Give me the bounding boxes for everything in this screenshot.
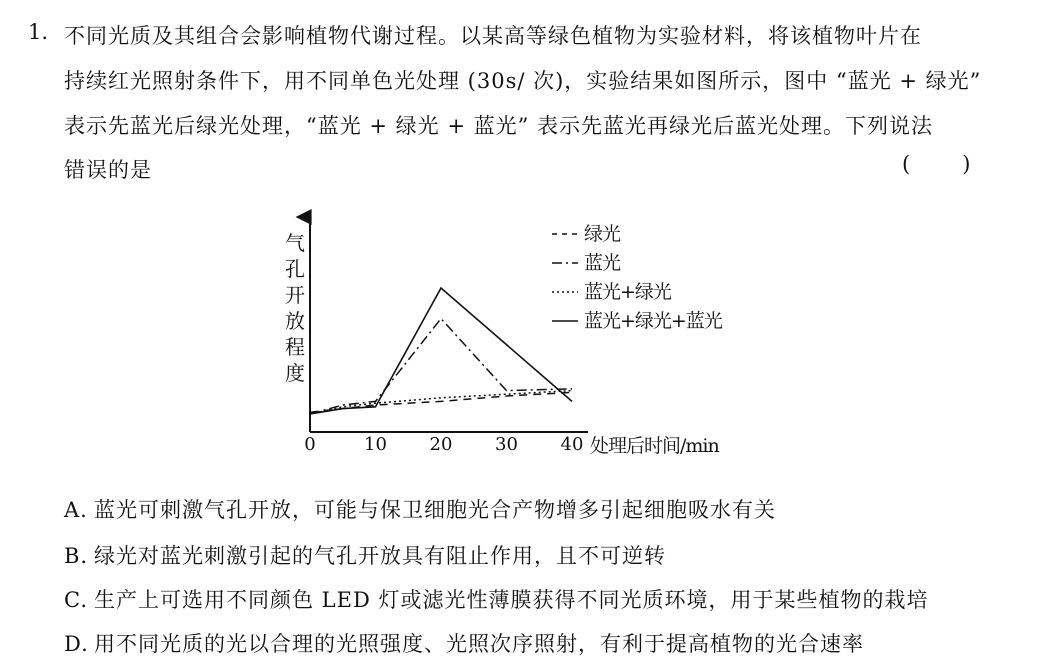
legend	[552, 223, 723, 332]
y-axis-label-char: 程	[285, 335, 305, 359]
series-line-2	[310, 319, 572, 414]
series-line-3	[310, 391, 572, 414]
option-d-letter: D.	[64, 632, 89, 656]
x-tick-label: 0	[304, 434, 316, 455]
y-axis-label-char: 度	[285, 361, 305, 385]
x-tick-label: 20	[429, 434, 453, 455]
series-lines	[310, 288, 572, 414]
option-d[interactable]	[64, 628, 864, 658]
y-axis-label-char: 孔	[285, 257, 305, 281]
option-b-text: 绿光对蓝光刺激引起的气孔开放具有阻止作用，且不可逆转	[94, 544, 666, 568]
legend-label-3: 蓝光+绿光	[584, 281, 671, 303]
x-tick-labels	[304, 434, 583, 455]
answer-bracket: ( )	[902, 152, 971, 176]
y-axis-label	[285, 231, 305, 385]
option-c-letter: C.	[64, 588, 88, 612]
option-b[interactable]	[64, 540, 666, 570]
y-axis-label-char: 气	[285, 231, 305, 255]
question-line-4: 错误的是	[64, 158, 152, 182]
x-axis-label: 处理后时间/min	[590, 435, 719, 457]
x-tick-label: 30	[495, 434, 518, 455]
series-line-4	[310, 288, 572, 414]
option-a-text: 蓝光可刺激气孔开放，可能与保卫细胞光合产物增多引起细胞吸水有关	[94, 498, 776, 522]
option-c-text: 生产上可选用不同颜色 LED 灯或滤光性薄膜获得不同光质环境，用于某些植物的栽培	[94, 588, 929, 612]
x-tick-label: 40	[560, 434, 584, 455]
option-a-letter: A.	[64, 498, 88, 522]
option-b-letter: B.	[64, 544, 89, 568]
y-axis-label-char: 开	[285, 283, 305, 307]
y-axis-label-char: 放	[285, 309, 305, 333]
legend-label-2: 蓝光	[584, 252, 621, 274]
question-line-2: 持续红光照射条件下，用不同单色光处理 (30s/ 次)，实验结果如图所示，图中 “蓝光 + 绿光”	[64, 69, 982, 93]
option-c[interactable]	[64, 584, 928, 614]
option-d-text: 用不同光质的光以合理的光照强度、光照次序照射，有利于提高植物的光合速率	[94, 632, 864, 656]
question-line-3: 表示先蓝光后绿光处理，“蓝光 + 绿光 + 蓝光” 表示先蓝光再绿光后蓝光处理。下列说法	[64, 114, 934, 138]
option-a[interactable]	[64, 494, 776, 524]
x-tick-label: 10	[364, 434, 387, 455]
question-line-1: 不同光质及其组合会影响植物代谢过程。以某高等绿色植物为实验材料，将该植物叶片在	[64, 24, 922, 48]
series-line-1	[310, 392, 572, 412]
legend-label-1: 绿光	[584, 223, 621, 245]
question-number: 1.	[28, 20, 49, 44]
legend-label-4: 蓝光+绿光+蓝光	[584, 310, 722, 332]
